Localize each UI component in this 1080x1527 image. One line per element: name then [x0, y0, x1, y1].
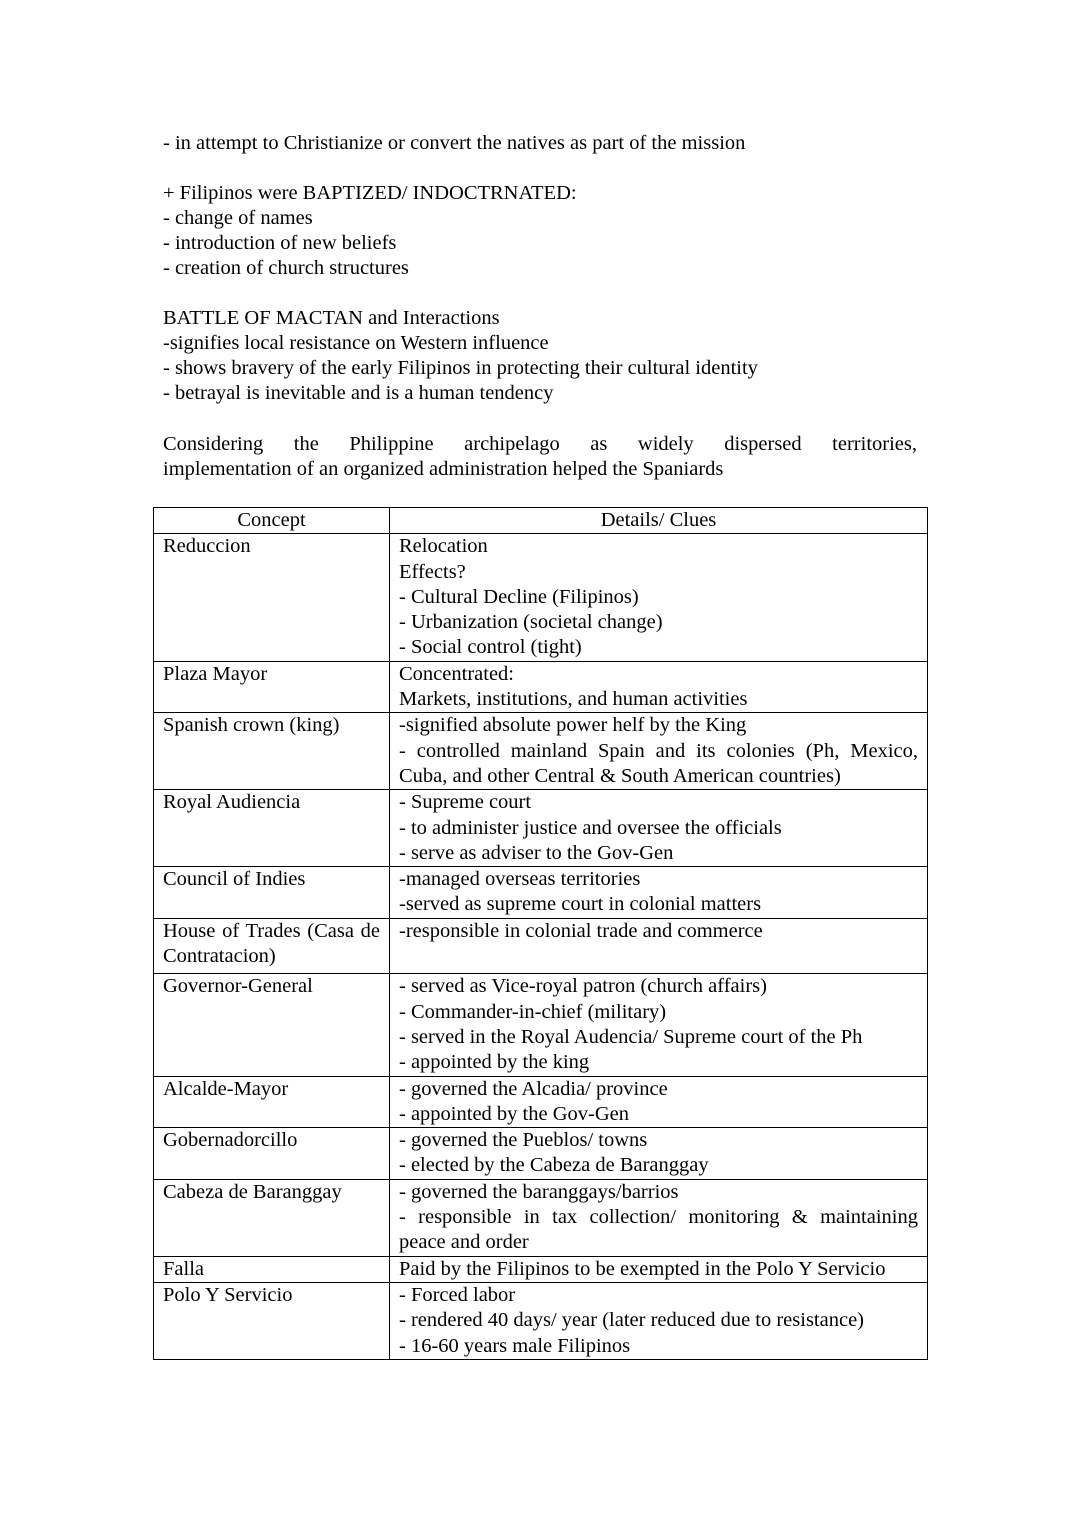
detail-line: Concentrated:	[399, 662, 514, 685]
detail-line: - Supreme court	[399, 791, 532, 814]
detail-line: - responsible in tax collection/ monitoring & maintaining peace and order	[399, 1206, 918, 1254]
details-cell	[390, 918, 928, 974]
detail-line: Markets, institutions, and human activities	[399, 688, 748, 711]
details-cell	[390, 1128, 928, 1180]
concept-cell: Governor-General	[154, 974, 390, 1076]
detail-line: - appointed by the king	[399, 1051, 590, 1074]
baptized-item: - introduction of new beliefs	[163, 232, 397, 254]
baptized-section	[163, 181, 917, 281]
detail-line: - governed the Pueblos/ towns	[399, 1129, 648, 1152]
details-cell	[390, 974, 928, 1076]
concept-cell: Falla	[154, 1256, 390, 1282]
detail-line: - Urbanization (societal change)	[399, 611, 663, 634]
detail-line: - controlled mainland Spain and its colonies (Ph, Mexico, Cuba, and other Central & South American countries)	[399, 739, 918, 787]
concept-cell: Council of Indies	[154, 867, 390, 919]
considering-line: Considering the Philippine archipelago as widely dispersed territories,	[163, 433, 917, 455]
detail-line: - serve as adviser to the Gov-Gen	[399, 841, 674, 864]
details-cell	[390, 1256, 928, 1282]
table-row	[154, 1128, 928, 1180]
detail-line: - appointed by the Gov-Gen	[399, 1102, 629, 1125]
details-cell	[390, 790, 928, 867]
details-cell	[390, 1076, 928, 1128]
concepts-table	[153, 507, 928, 1360]
details-cell	[390, 713, 928, 790]
table-row	[154, 974, 928, 1076]
details-cell	[390, 534, 928, 661]
mactan-item: - betrayal is inevitable and is a human tendency	[163, 382, 554, 404]
detail-line: Relocation	[399, 535, 488, 558]
baptized-item: - creation of church structures	[163, 257, 409, 279]
detail-line: -signified absolute power helf by the King	[399, 714, 747, 737]
concept-cell: House of Trades (Casa de Contratacion)	[154, 918, 390, 974]
concept-cell: Alcalde-Mayor	[154, 1076, 390, 1128]
table-row	[154, 1256, 928, 1282]
detail-line: -managed overseas territories	[399, 868, 641, 891]
detail-line: -served as supreme court in colonial matters	[399, 893, 762, 916]
details-cell	[390, 1179, 928, 1256]
details-cell	[390, 1282, 928, 1359]
detail-line: - rendered 40 days/ year (later reduced due to resistance)	[399, 1309, 865, 1332]
table-row	[154, 867, 928, 919]
detail-line: Effects?	[399, 560, 466, 583]
table-row	[154, 1179, 928, 1256]
detail-line: - served as Vice-royal patron (church affairs)	[399, 975, 767, 998]
detail-line: - Commander-in-chief (military)	[399, 1000, 667, 1023]
table-row	[154, 1076, 928, 1128]
detail-line: - to administer justice and oversee the officials	[399, 816, 782, 839]
detail-line: Paid by the Filipinos to be exempted in the Polo Y Servicio	[399, 1257, 886, 1280]
concept-cell: Plaza Mayor	[154, 661, 390, 713]
table-row	[154, 661, 928, 713]
considering-paragraph	[163, 432, 917, 482]
concept-cell: Polo Y Servicio	[154, 1282, 390, 1359]
details-cell	[390, 661, 928, 713]
table-row	[154, 790, 928, 867]
detail-line: - 16-60 years male Filipinos	[399, 1334, 631, 1357]
considering-line: implementation of an organized administration helped the Spaniards	[163, 458, 724, 480]
detail-line: - governed the Alcadia/ province	[399, 1077, 668, 1100]
table-row	[154, 918, 928, 974]
concept-cell: Cabeza de Baranggay	[154, 1179, 390, 1256]
column-header-details: Details/ Clues	[390, 508, 928, 534]
column-header-concept: Concept	[154, 508, 390, 534]
detail-line: - served in the Royal Audencia/ Supreme court of the Ph	[399, 1025, 863, 1048]
detail-line: - Forced labor	[399, 1283, 516, 1306]
detail-line: - elected by the Cabeza de Baranggay	[399, 1154, 709, 1177]
detail-line: -responsible in colonial trade and commerce	[399, 919, 763, 942]
mactan-heading: BATTLE OF MACTAN and Interactions	[163, 307, 500, 329]
concept-cell: Royal Audiencia	[154, 790, 390, 867]
table-row	[154, 713, 928, 790]
concept-cell: Gobernadorcillo	[154, 1128, 390, 1180]
table-row	[154, 1282, 928, 1359]
baptized-item: - change of names	[163, 207, 313, 229]
detail-line: - Social control (tight)	[399, 636, 582, 659]
table-header-row	[154, 508, 928, 534]
concept-cell: Spanish crown (king)	[154, 713, 390, 790]
intro-paragraph	[163, 131, 917, 156]
baptized-heading: + Filipinos were BAPTIZED/ INDOCTRNATED:	[163, 182, 577, 204]
concept-cell: Reduccion	[154, 534, 390, 661]
mactan-item: - shows bravery of the early Filipinos in protecting their cultural identity	[163, 357, 758, 379]
table-row	[154, 534, 928, 661]
intro-line: - in attempt to Christianize or convert the natives as part of the mission	[163, 132, 746, 154]
detail-line: - Cultural Decline (Filipinos)	[399, 585, 639, 608]
detail-line: - governed the baranggays/barrios	[399, 1180, 679, 1203]
mactan-section	[163, 306, 917, 406]
details-cell	[390, 867, 928, 919]
mactan-item: -signifies local resistance on Western influence	[163, 332, 549, 354]
